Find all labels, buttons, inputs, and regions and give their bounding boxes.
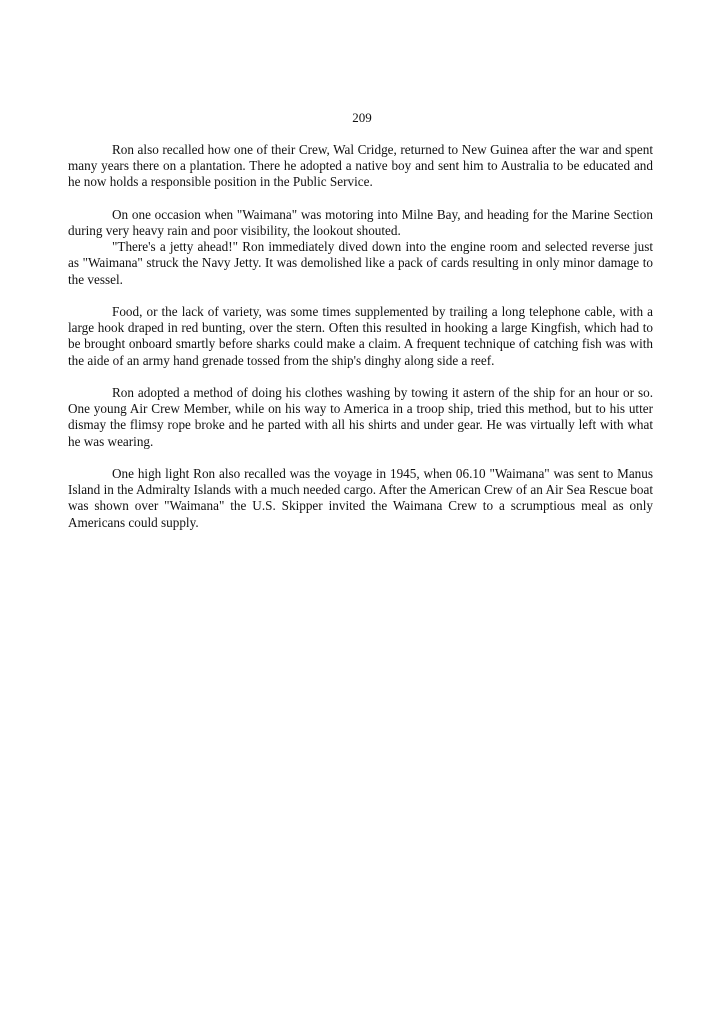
paragraph-fishing: Food, or the lack of variety, was some times supplemented by trailing a long telephone cable, with a large hook draped in red bunting, over the stern. Often this resulted in hooking a large Kingfish, which had to be brought onboard smartly before sharks could make a claim. A frequent technique of catching fish was with the aide of an army hand grenade tossed from the ship's dinghy along side a reef. (68, 304, 653, 368)
paragraph-clothes-washing: Ron adopted a method of doing his clothes washing by towing it astern of the ship for an hour or so. One young Air Crew Member, while on his way to America in a troop ship, tried this method, but to his utter dismay the flimsy rope broke and he parted with all his shirts and under gear. He was virtually left with what he was wearing. (68, 385, 653, 449)
paragraph-milne-bay: On one occasion when "Waimana" was motoring into Milne Bay, and heading for the Marine Section during very heavy rain and poor visibility, the lookout shouted. (68, 206, 653, 238)
body-text (68, 142, 653, 547)
page-number: 209 (352, 110, 372, 125)
paragraph-manus-island: One high light Ron also recalled was the voyage in 1945, when 06.10 "Waimana" was sent to Manus Island in the Admiralty Islands with a much needed cargo. After the American Crew of an Air Sea Rescue boat was shown over "Waimana" the U.S. Skipper invited the Waimana Crew to a scrumptious meal as only Americans could supply. (68, 466, 653, 530)
paragraph-wal-cridge: Ron also recalled how one of their Crew, Wal Cridge, returned to New Guinea after the war and spent many years there on a plantation. There he adopted a native boy and sent him to Australia to be educated and he now holds a responsible position in the Public Service. (68, 142, 653, 190)
paragraph-jetty-ahead: "There's a jetty ahead!" Ron immediately dived down into the engine room and selected reverse just as "Waimana" struck the Navy Jetty. It was demolished like a pack of cards resulting in only minor damage to the vessel. (68, 239, 653, 287)
